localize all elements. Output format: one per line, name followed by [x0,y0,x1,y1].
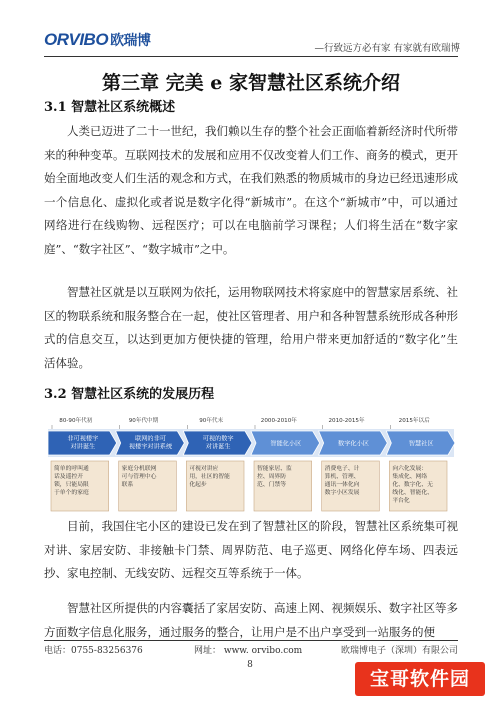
timeline-description-line: 家庭分机联网 [121,466,157,472]
timeline-stage-label: 数字化小区 [338,440,369,448]
paragraph-services: 智慧社区所提供的内容囊括了家居安防、高速上网、视频娱乐、数字社区等多方面数字信息化服务，通过服务的整合，让用户是不出户享受到一站服务的便 [44,601,458,639]
timeline-description-line: 简单的呼叫通 [54,466,89,472]
timeline-stage-label: 非可视楼宇 [67,435,99,443]
timeline-stage-label: 可视的数字 [202,435,234,443]
timeline-description-line: 用，社区的智能 [189,474,230,480]
timeline-stage-label: 视楼宇对讲系统 [128,443,173,451]
timeline-description-line: 联系 [121,482,134,488]
timeline-stage-label: 对讲诞生 [70,443,96,451]
timeline-description-line: 集成化、网络 [392,474,428,480]
timeline-description-line: 化起步 [189,482,207,488]
timeline-description-line: 平台化 [392,498,410,504]
paragraph-intro: 人类已迈进了二十一世纪，我们赖以生存的整个社会正面临着新经济时代所带来的种种变革。互联网技术的发展和应用不仅改变着人们工作、商务的模式，更开始全面地改变人们生活的观念和方式，在我们熟悉的物质城市的身边已经迅速形成一个信息化、虚拟化或者说是数字化得“新城市”。在这个“新城市”中，可以通过网络进行在线购物、远程医疗；可以在电脑前学习课程；人们将生活在“数字家庭”、“数字社区”、“数字城市”之中。 [44,124,458,256]
timeline-description-line: 控、周界防 [257,474,286,480]
watermark-badge: 宝哥软件园 [355,662,485,696]
timeline-period-label: 80-90年代初 [59,418,93,424]
development-timeline-diagram [44,412,458,514]
paragraph-smart-community: 智慧社区就是以互联网为依托，运用物联网技术将家庭中的智慧家居系统、社区的物联系统和服务整合在一起，使社区管理者、用户和各种智慧系统形成各种形式的信息交互，以达到更加方便快捷的管理，给用户带来更加舒适的“数字化”生活体验。 [44,285,458,370]
orvibo-logo [44,30,151,50]
logo-text: ORVIBO [44,30,109,49]
timeline-description-line: 化、数字化、无 [392,482,433,488]
footer-company: 欧瑞博电子（深圳）有限公司 [340,646,458,656]
footer-phone: 电话：0755-83256376 [44,646,143,656]
timeline-period-label: 90年代中期 [128,418,159,424]
paragraph-current-status: 目前，我国住宅小区的建设已发在到了智慧社区的阶段，智慧社区系统集可视对讲、家居安防、非接触卡门禁、周界防范、电子巡更、网络化停车场、四表远抄、家电控制、无线安防、远程交互等系统于一体。 [44,519,458,580]
timeline-stage-label: 对讲诞生 [205,443,231,451]
header-divider [44,56,458,57]
timeline-description-line: 智能家居、监 [257,466,292,472]
page-number: 8 [247,660,253,670]
timeline-period-label: 90年代末 [199,418,224,424]
timeline-description-line: 话及遥控开 [54,474,83,480]
timeline-stage-label: 智能化小区 [270,440,302,448]
header-slogan: —行致远方必有家 有家就有欧瑞博 [314,43,460,54]
timeline-description-line: 向六化发展： [392,466,428,472]
timeline-period-label: 2015年以后 [398,418,430,424]
footer-divider [44,640,458,641]
timeline-description-line: 于单个的家庭 [54,490,89,496]
timeline-description-line: 范、门禁等 [257,482,286,488]
section-title-3-2: 3.2 智慧社区系统的发展历程 [44,387,215,402]
timeline-stage-label: 联网的非可 [135,435,166,443]
timeline-description-line: 锁，只能局限 [54,482,89,488]
timeline-description-line: 消费电子、计 [324,466,360,472]
logo-cn-text: 欧瑞博 [110,32,151,48]
timeline-description-line: 通讯一体化向 [324,482,360,488]
timeline-description-line: 可视对讲应 [189,466,219,472]
timeline-period-label: 2010-2015年 [328,418,365,424]
chapter-title: 第三章 完美 e 家智慧社区系统介绍 [102,72,400,94]
timeline-description-line: 数字小区发展 [324,490,360,496]
timeline-period-label: 2000-2010年 [260,418,297,424]
timeline-stage-label: 智慧社区 [408,440,434,448]
section-title-3-1: 3.1 智慧社区系统概述 [44,100,176,115]
footer-website: 网址： www. orvibo.com [194,646,303,656]
timeline-description-line: 线化、智能化、 [392,490,433,496]
timeline-description-line: 算机、管理、 [324,474,360,480]
timeline-description-line: 可与管理中心 [121,474,157,480]
